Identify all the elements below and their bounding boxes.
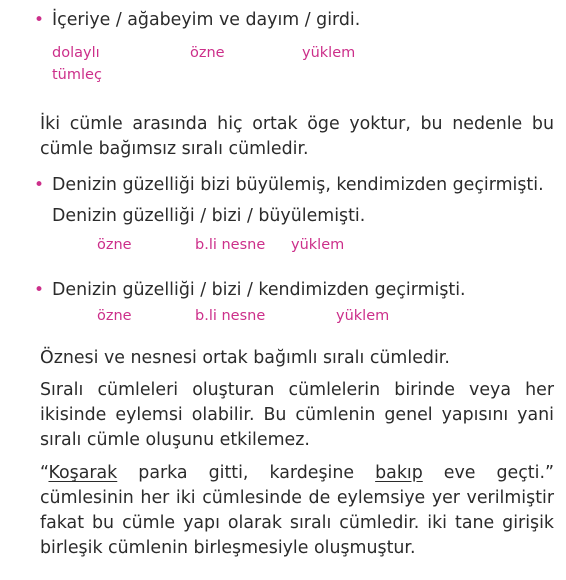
label-yuklem: yüklem [291, 237, 345, 253]
open-quote: “ [40, 463, 49, 483]
paragraph-4 [40, 461, 554, 561]
underlined-bakip: bakıp [375, 463, 423, 483]
bullet-3: • [34, 280, 45, 300]
bullet-2: • [34, 175, 45, 195]
paragraph-3: Sıralı cümleleri oluşturan cümlelerin birinde veya her ikisinde eylemsi olabilir. Bu cümlenin genel yapısını yani sıralı cümle oluşunu etkilemez. [40, 380, 554, 450]
label-bli-nesne: b.li nesne [195, 308, 266, 324]
label-yuklem: yüklem [302, 45, 356, 61]
label-ozne: özne [97, 308, 132, 324]
example-3-sentence: Denizin güzelliği / bizi / kendimizden geçirmişti. [52, 280, 466, 300]
label-ozne: özne [97, 237, 132, 253]
label-ozne: özne [190, 45, 225, 61]
label-bli-nesne: b.li nesne [195, 237, 266, 253]
example-2-split: Denizin güzelliği / bizi / büyülemişti. [52, 206, 366, 226]
paragraph-1: İki cümle arasında hiç ortak öge yoktur, bu nedenle bu cümle bağımsız sıralı cümledir. [40, 114, 554, 159]
example-1-sentence: İçeriye / ağabeyim ve dayım / girdi. [52, 10, 361, 30]
label-tumlec: tümleç [52, 67, 102, 83]
paragraph-4-text-b: eve geçti.” cümlesinin her iki cümlesinde de eylemsiye yer verilmiştir fakat bu cümle yapı olarak sıralı cümledir. iki tane girişik birleşik cümlenin birleşmesiyle oluşmuştur. [40, 463, 554, 558]
paragraph-4-text-a: parka gitti, kardeşine [117, 463, 376, 483]
underlined-kosarak: Koşarak [48, 463, 118, 483]
label-yuklem: yüklem [336, 308, 390, 324]
label-dolayli: dolaylı [52, 45, 100, 61]
bullet-1: • [34, 10, 45, 30]
paragraph-2: Öznesi ve nesnesi ortak bağımlı sıralı cümledir. [40, 348, 450, 368]
example-2-sentence: Denizin güzelliği bizi büyülemiş, kendimizden geçirmişti. [52, 175, 544, 195]
